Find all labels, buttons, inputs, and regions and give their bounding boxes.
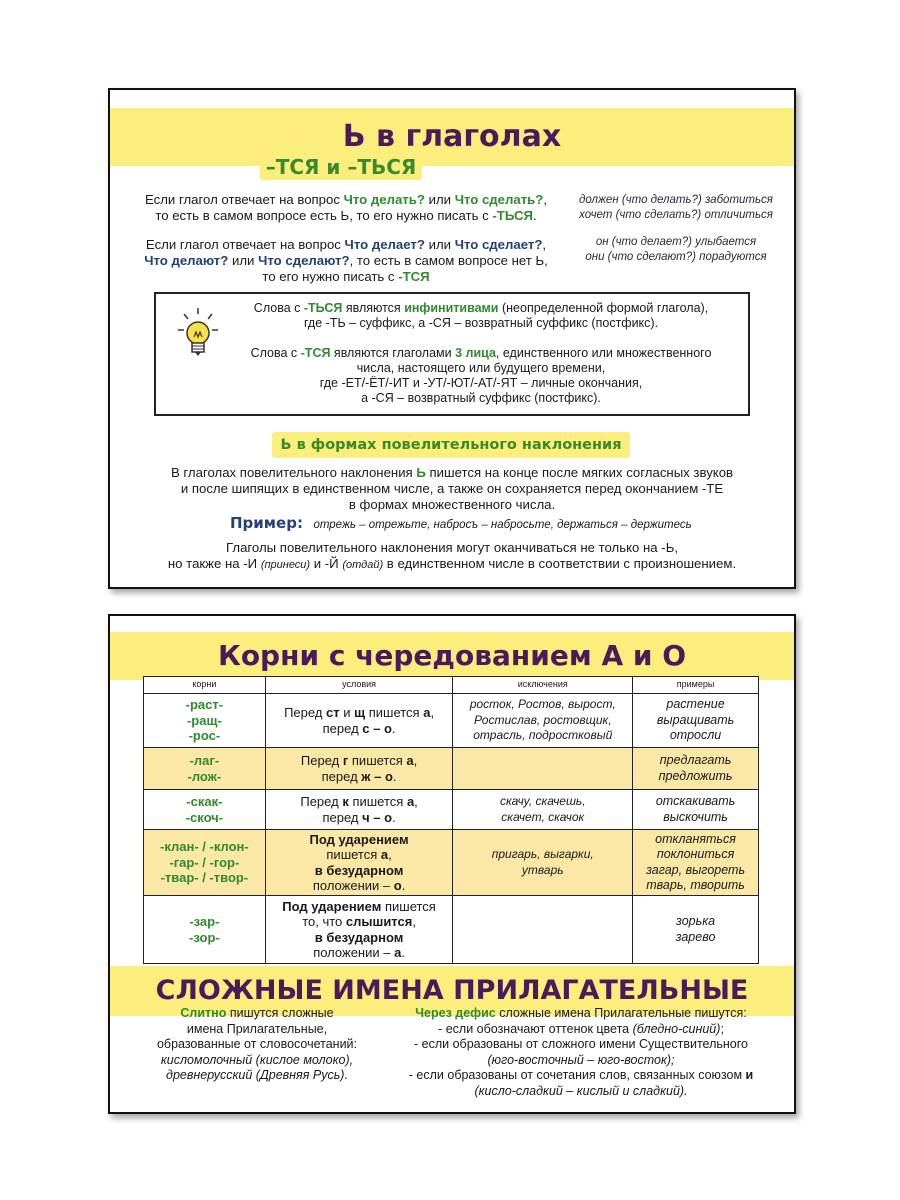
card2-title-adjectives: СЛОЖНЫЕ ИМЕНА ПРИЛАГАТЕЛЬНЫЕ: [155, 975, 749, 1006]
lightbulb-icon: [176, 306, 220, 366]
paragraph-tsya-2: Если глагол отвечает на вопрос Что делает? или Что сделает?, Что делают? или Что сделают?, то есть в самом вопросе нет Ь, то его нужно писать с -ТСЯ: [144, 237, 548, 284]
table-row: -лаг- -лож- Перед г пишется а, перед ж – о. предлагать предложить: [144, 748, 759, 790]
header-examples: примеры: [633, 677, 759, 694]
adjectives-hyphen: Через дефис сложные имена Прилагательные пишутся: - если обозначают оттенок цвета (бледно-синий); - если образованы от сложного имени Существительного (юго-восточный – юго-восток); - если образованы от сочетания слов, связанных союзом и (кисло-сладкий – кислый и сладкий).: [408, 1006, 754, 1098]
card2-title: Корни с чередованием А и О: [217, 639, 687, 672]
imperative-pill: Ь в формах повелительного наклонения: [272, 432, 630, 458]
paragraph-imperative-endings: Глаголы повелительного наклонения могут оканчиваться не только на -Ь, но также на -И (принеси) и -Й (отдай) в единственном числе в соответствии с произношением.: [167, 540, 737, 571]
example-text: отрежь – отрежьте, набросъ – набросьте, держаться – держитесь: [313, 519, 692, 531]
table-row: -раст- -ращ- -рос- Перед ст и щ пишется а, перед с – о. росток, Ростов, вырост, Ростислав, ростовщик, отрасль, подростковый растение выращивать отросли: [144, 694, 759, 748]
table-row: -клан- / -клон- -гар- / -гор- -твар- / -твор- Под ударением пишется а, в безударном положении – о. пригарь, выгарки, утварь откланяться поклониться загар, выгореть тварь, творить: [144, 830, 759, 896]
paragraph-imperative: В глаголах повелительного наклонения Ь пишется на конце после мягких согласных звуков и после шипящих в единственном числе, а также он сохраняется перед окончанием -ТЕ в формах множественного числа.: [170, 465, 734, 512]
example-line: [230, 514, 790, 536]
tsya-pill: –ТСЯ и –ТЬСЯ: [260, 154, 422, 180]
card-soft-sign-verbs: [108, 88, 796, 589]
roots-table: [143, 676, 759, 964]
header-conditions: условия: [265, 677, 453, 694]
paragraph-tsya: Если глагол отвечает на вопрос Что делать? или Что сделать?, то есть в самом вопросе есть Ь, то его нужно писать с -ТЬСЯ.: [144, 192, 548, 223]
example-side-2: он (что делает?) улыбается они (что сделают?) порадуются: [585, 236, 767, 263]
header-roots: корни: [144, 677, 266, 694]
info-tsya: Слова с -ТЬСЯ являются инфинитивами (неопределенной формой глагола), где -ТЬ – суффикс, а -СЯ – возвратный суффикс (постфикс).: [253, 301, 709, 330]
adjectives-together: Слитно пишутся сложные имена Прилагательные, образованные от словосочетаний: кисломолочный (кислое молоко), древнерусский (Древняя Русь).: [156, 1006, 358, 1082]
info-box: [154, 292, 750, 416]
example-side-1: должен (что делать?) заботиться хочет (что сделать?) отличиться: [579, 194, 773, 221]
card1-title: Ь в глаголах: [342, 119, 562, 154]
table-row: -скак- -скоч- Перед к пишется а, перед ч – о. скачу, скачешь, скачет, скачок отскакивать выскочить: [144, 790, 759, 830]
example-label: Пример:: [230, 514, 303, 532]
info-tsya-2: Слова с -ТСЯ являются глаголами 3 лица, единственного или множественного числа, настоящего или будущего времени, где -ЕТ/-ЁТ/-ИТ и -УТ/-ЮТ/-АТ/-ЯТ – личные окончания, а -СЯ – возвратный суффикс (постфикс).: [250, 346, 712, 405]
card-roots-alternation: [108, 614, 796, 1114]
header-exceptions: исключения: [453, 677, 633, 694]
table-row: -зар- -зор- Под ударением пишется то, что слышится, в безударном положении – а. зорька зарево: [144, 896, 759, 964]
